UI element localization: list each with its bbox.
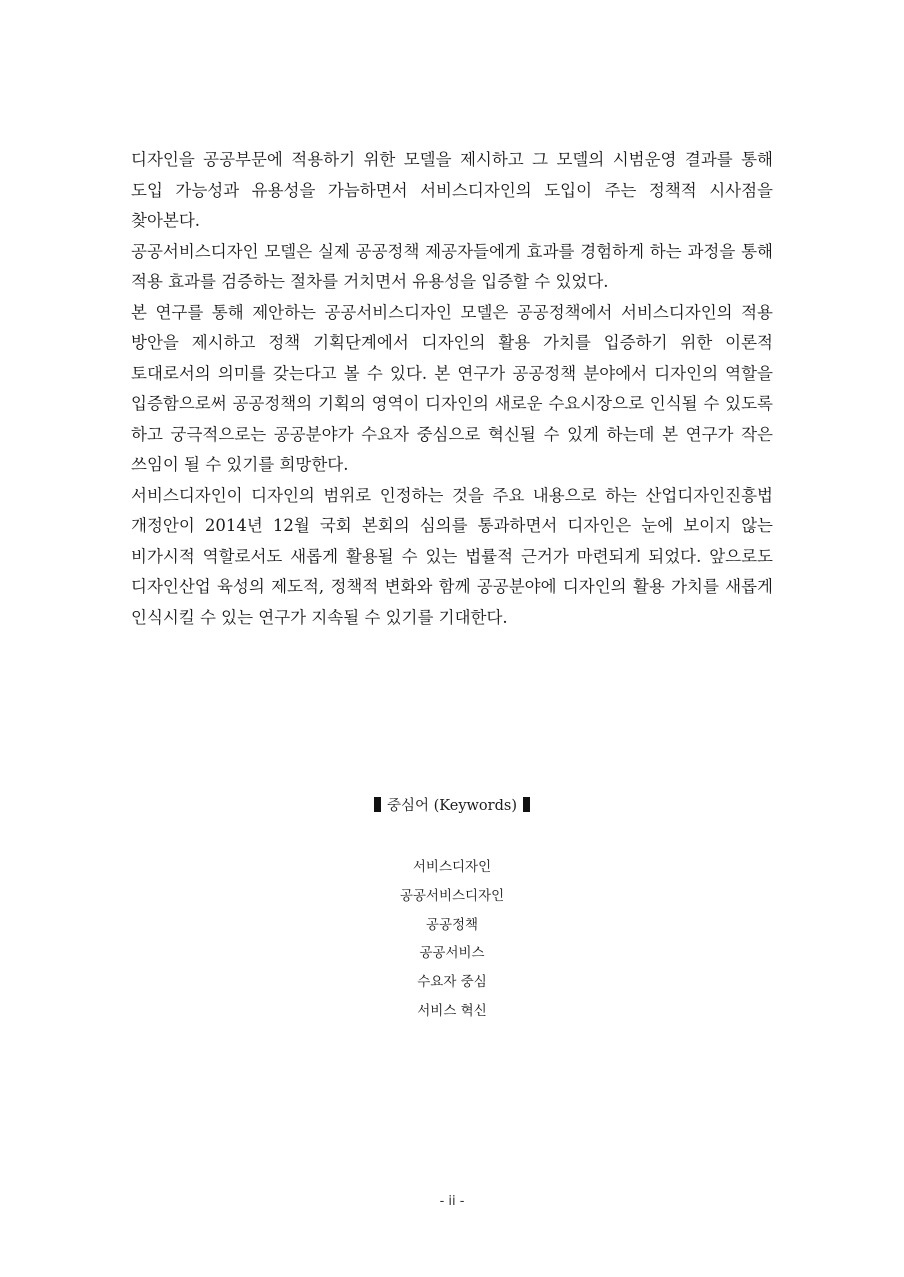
paragraph: 디자인을 공공부문에 적용하기 위한 모델을 제시하고 그 모델의 시범운영 결과를 통해 도입 가능성과 유용성을 가늠하면서 서비스디자인의 도입이 주는 정책적 시사점을 찾아본다.: [131, 150, 773, 230]
keywords-list: [0, 853, 904, 1026]
paragraph: 서비스디자인이 디자인의 범위로 인정하는 것을 주요 내용으로 하는 산업디자인진흥법 개정안이 2014년 12월 국회 본회의 심의를 통과하면서 디자인은 눈에 보이지 않는 비가시적 역할로서도 새롭게 활용될 수 있는 법률적 근거가 마련되게 되었다. 앞으로도 디자인산업 육성의 제도적, 정책적 변화와 함께 공공분야에 디자인의 활용 가치를 새롭게 인식시킬 수 있는 연구가 지속될 수 있기를 기대한다.: [131, 485, 773, 627]
keyword-item: 수요자 중심: [417, 974, 487, 991]
page-number: - ii -: [439, 1194, 465, 1209]
keywords-heading-label: 중심어 (Keywords): [387, 798, 517, 814]
paragraph: 공공서비스디자인 모델은 실제 공공정책 제공자들에게 효과를 경험하게 하는 과정을 통해 적용 효과를 검증하는 절차를 거치면서 유용성을 입증할 수 있었다.: [131, 241, 773, 291]
keywords-heading: [0, 795, 904, 817]
abstract-body: [131, 145, 773, 633]
keyword-item: 공공정책: [425, 916, 479, 933]
heading-marker-left: [374, 797, 381, 812]
keyword-item: 공공서비스디자인: [399, 887, 505, 904]
paragraph: 본 연구를 통해 제안하는 공공서비스디자인 모델은 공공정책에서 서비스디자인의 적용 방안을 제시하고 정책 기획단계에서 디자인의 활용 가치를 입증하기 위한 이론적 토대로서의 의미를 갖는다고 볼 수 있다. 본 연구가 공공정책 분야에서 디자인의 역할을 입증함으로써 공공정책의 기획의 영역이 디자인의 새로운 수요시장으로 인식될 수 있도록 하고 궁극적으로는 공공분야가 수요자 중심으로 혁신될 수 있게 하는데 본 연구가 작은 쓰임이 될 수 있기를 희망한다.: [131, 302, 773, 474]
heading-marker-right: [523, 797, 530, 812]
keyword-item: 서비스디자인: [412, 859, 492, 875]
keyword-item: 공공서비스: [419, 945, 485, 962]
keyword-item: 서비스 혁신: [417, 1002, 487, 1019]
